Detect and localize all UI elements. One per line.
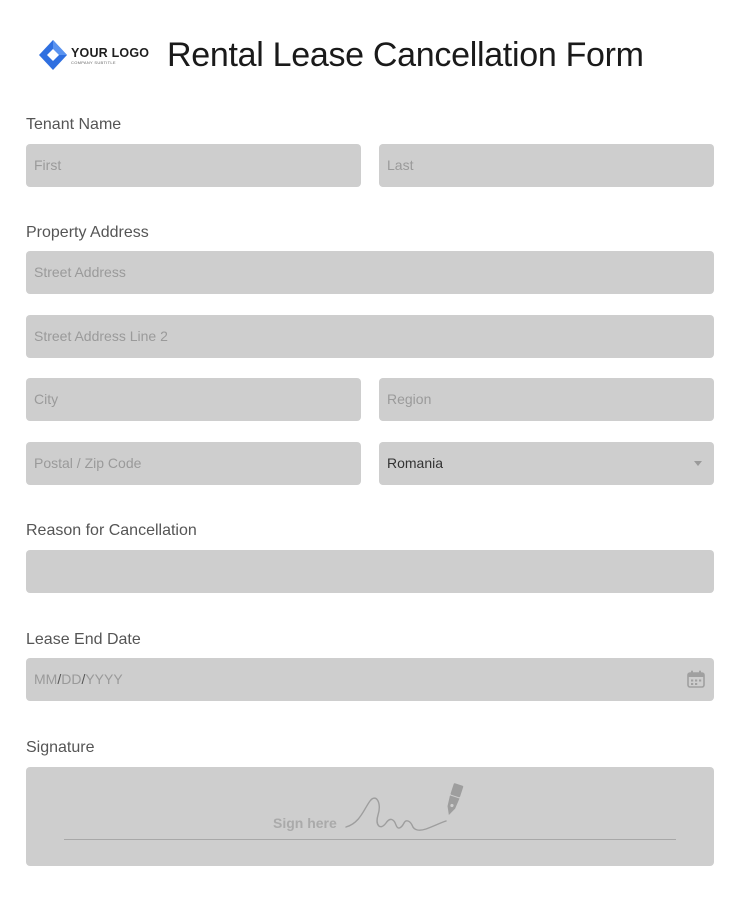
sign-here-prompt: Sign here: [273, 815, 337, 831]
region-input[interactable]: [379, 378, 714, 421]
country-select[interactable]: [379, 442, 714, 485]
date-year-placeholder: YYYY: [85, 671, 123, 687]
form-title: Rental Lease Cancellation Form: [167, 36, 644, 74]
caret-down-icon: [694, 461, 702, 466]
reason-label: Reason for Cancellation: [26, 522, 197, 539]
date-day-placeholder: DD: [61, 671, 82, 687]
property-address-label: Property Address: [26, 224, 149, 241]
diamond-logo-icon: [38, 39, 68, 71]
date-separator: /: [57, 671, 62, 687]
first-name-input[interactable]: [26, 144, 361, 187]
street-address-placeholder: Street Address: [34, 264, 126, 280]
country-value: Romania: [387, 455, 444, 471]
signature-baseline: [64, 839, 676, 840]
region-placeholder: Region: [387, 391, 432, 407]
last-name-placeholder: Last: [387, 157, 414, 173]
logo-subtext: COMPANY SUBTITLE: [71, 60, 116, 65]
tenant-name-label: Tenant Name: [26, 116, 122, 133]
lease-end-date-label: Lease End Date: [26, 631, 141, 648]
company-logo: [38, 39, 148, 75]
pen-signature-icon: [342, 779, 472, 835]
first-name-placeholder: First: [34, 157, 62, 173]
form-header: [0, 0, 740, 110]
signature-pad[interactable]: [26, 767, 714, 866]
street-address-line2-placeholder: Street Address Line 2: [34, 328, 168, 344]
signature-label: Signature: [26, 739, 95, 756]
postal-code-input[interactable]: [26, 442, 361, 485]
city-placeholder: City: [34, 391, 59, 407]
reason-input[interactable]: [26, 550, 714, 593]
city-input[interactable]: [26, 378, 361, 421]
date-placeholder: [34, 671, 123, 687]
logo-text: YOUR LOGO: [71, 46, 150, 60]
street-address-line2-input[interactable]: [26, 315, 714, 358]
calendar-icon[interactable]: [686, 669, 706, 689]
lease-end-date-input[interactable]: [26, 658, 714, 701]
last-name-input[interactable]: [379, 144, 714, 187]
date-month-placeholder: MM: [34, 671, 58, 687]
street-address-input[interactable]: [26, 251, 714, 294]
date-separator: /: [81, 671, 86, 687]
postal-code-placeholder: Postal / Zip Code: [34, 455, 142, 471]
